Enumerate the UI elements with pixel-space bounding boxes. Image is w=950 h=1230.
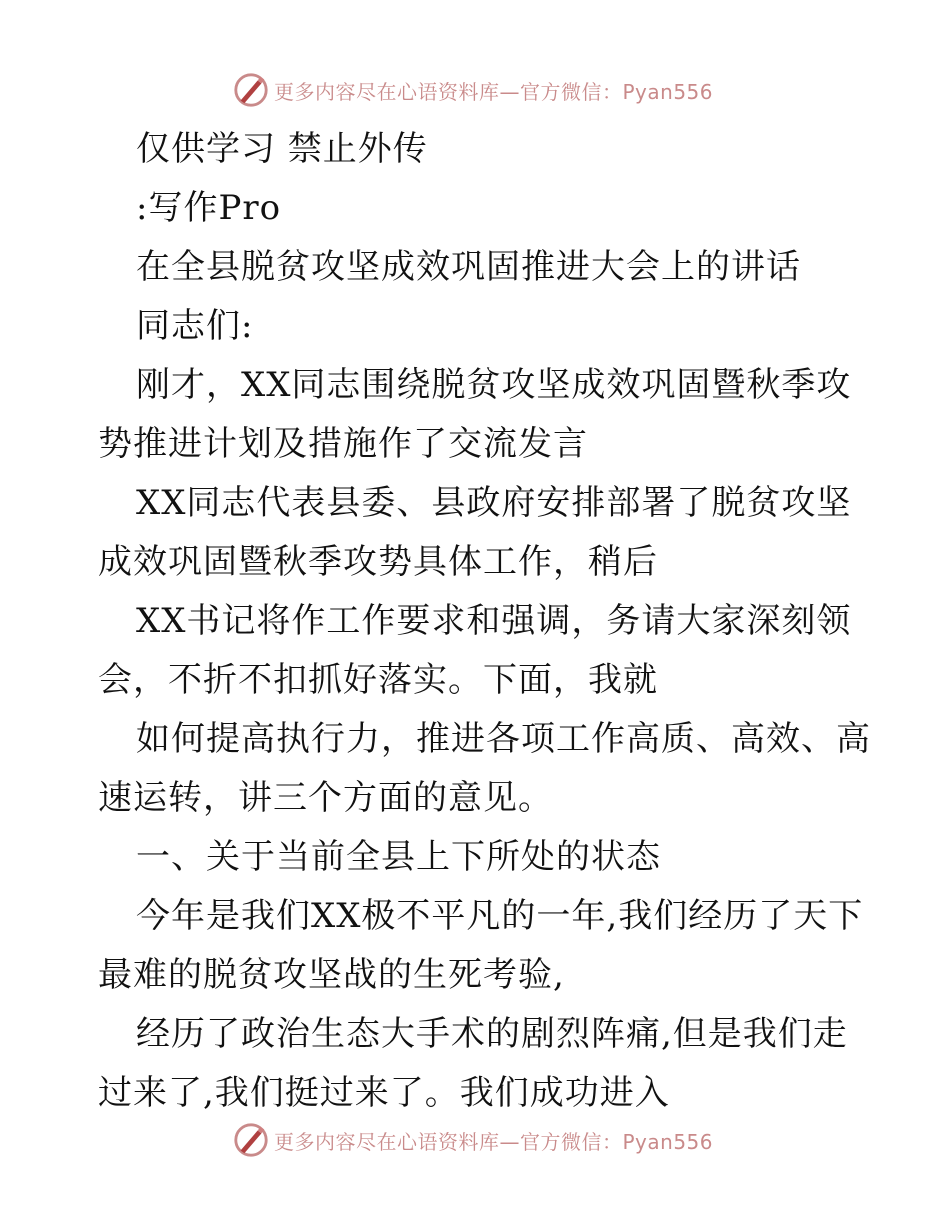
- watermark-text: 更多内容尽在心语资料库—官方微信：Pyan556: [274, 79, 714, 104]
- document-body: [98, 120, 871, 1123]
- text-line: 在全县脱贫攻坚成效巩固推进大会上的讲话: [136, 247, 801, 287]
- text-line: :写作Pro: [136, 188, 282, 228]
- text-line: 会，不折不扣抓好落实。下面，我就: [98, 660, 658, 700]
- footer-watermark: [232, 1120, 713, 1160]
- text-line: 仅供学习 禁止外传: [136, 129, 428, 169]
- pen-logo-icon: [232, 1121, 270, 1159]
- text-line: 一、关于当前全县上下所处的状态: [136, 837, 661, 877]
- text-line: 如何提高执行力，推进各项工作高质、高效、高: [136, 719, 871, 759]
- watermark-text: 更多内容尽在心语资料库—官方微信：Pyan556: [274, 1129, 714, 1154]
- text-line: 势推进计划及措施作了交流发言: [98, 424, 588, 464]
- header-watermark: [232, 70, 713, 110]
- text-line: 刚才，XX同志围绕脱贫攻坚成效巩固暨秋季攻: [136, 365, 852, 405]
- text-line: 最难的脱贫攻坚战的生死考验,: [98, 955, 565, 995]
- text-line: 同志们:: [136, 306, 254, 346]
- text-line: 过来了,我们挺过来了。我们成功进入: [98, 1073, 670, 1113]
- text-line: 成效巩固暨秋季攻势具体工作，稍后: [98, 542, 658, 582]
- pen-logo-icon: [232, 71, 270, 109]
- text-line: 经历了政治生态大手术的剧烈阵痛,但是我们走: [136, 1014, 848, 1054]
- text-line: 今年是我们XX极不平凡的一年,我们经历了天下: [136, 896, 864, 936]
- text-line: XX同志代表县委、县政府安排部署了脱贫攻坚: [136, 483, 852, 523]
- text-line: 速运转，讲三个方面的意见。: [98, 778, 553, 818]
- text-line: XX书记将作工作要求和强调，务请大家深刻领: [136, 601, 852, 641]
